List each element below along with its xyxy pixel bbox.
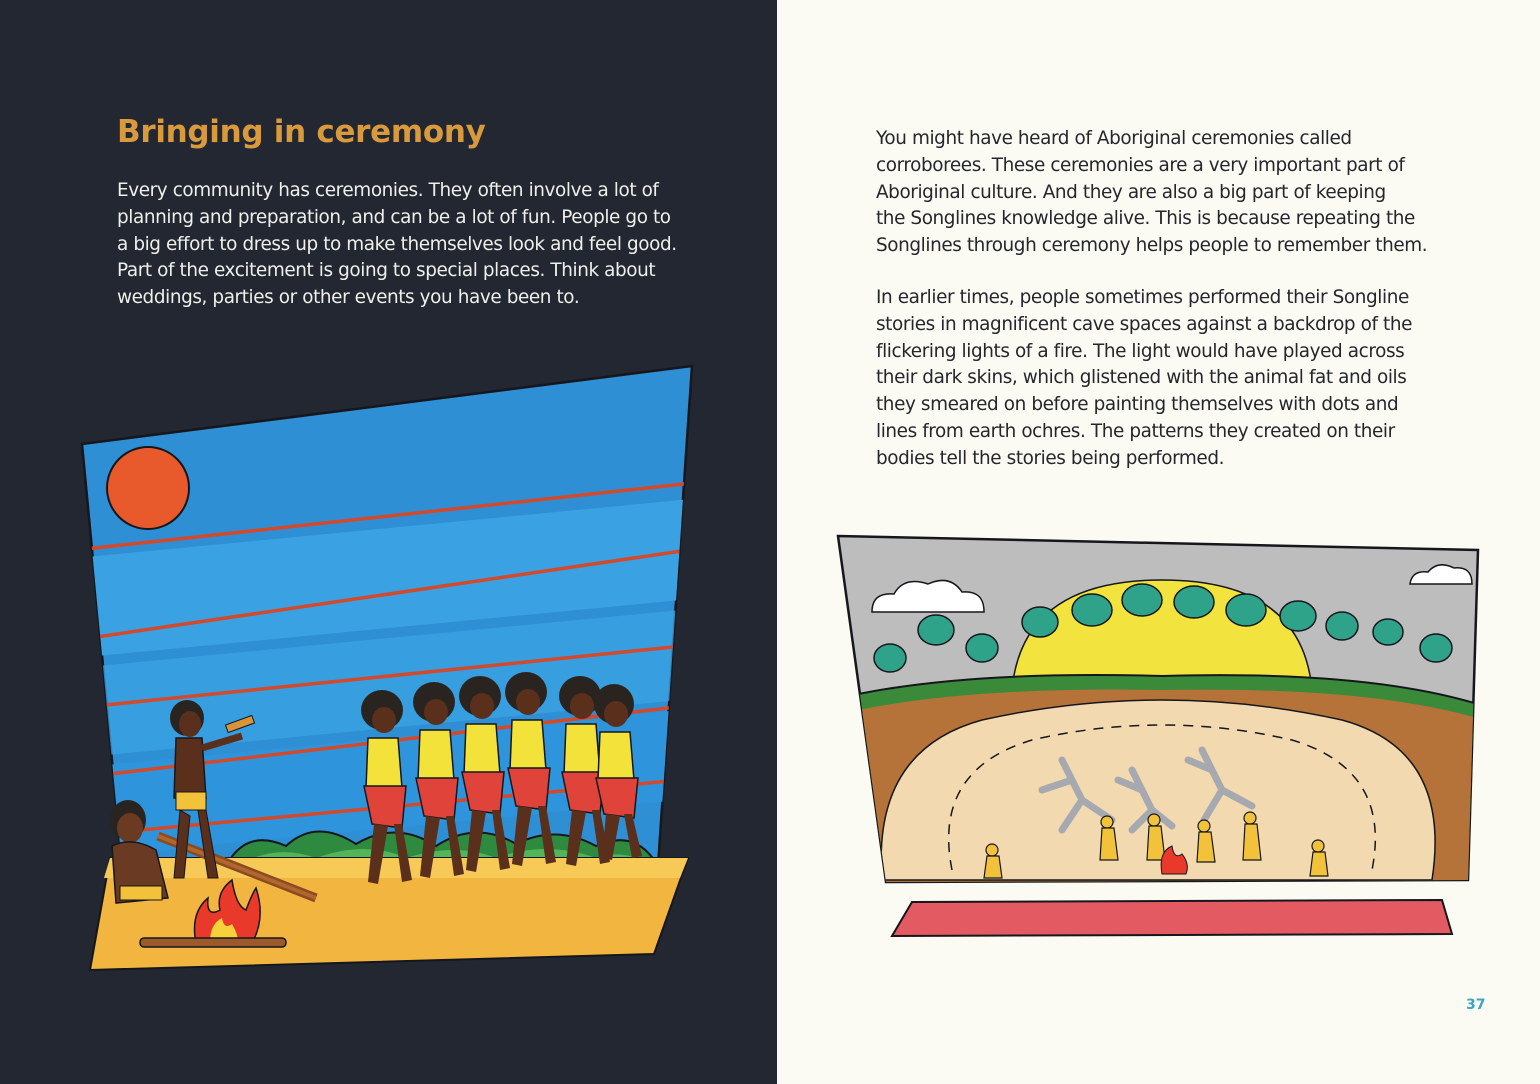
paragraph-line: the Songlines knowledge alive. This is because repeating the <box>876 208 1415 230</box>
right-paragraph-2 <box>876 285 1436 473</box>
cave-ceremony-illustration-icon <box>832 530 1484 940</box>
right-paragraph-1 <box>876 126 1436 260</box>
paragraph-line: You might have heard of Aboriginal ceremonies called <box>876 128 1352 149</box>
paragraph-line: Every community has ceremonies. They often involve a lot of <box>117 180 659 201</box>
left-paragraph <box>117 178 687 312</box>
paragraph-line: Aboriginal culture. And they are also a big part of keeping <box>876 181 1386 203</box>
paragraph-line: their dark skins, which glistened with the animal fat and oils <box>876 367 1407 389</box>
paragraph-line: corroborees. These ceremonies are a very important part of <box>876 154 1405 176</box>
paragraph-line: a big effort to dress up to make themselves look and feel good. <box>117 233 677 255</box>
page-number: 37 <box>1466 997 1486 1013</box>
paragraph-line: flickering lights of a fire. The light would have played across <box>876 340 1405 362</box>
page-title: Bringing in ceremony <box>117 114 486 150</box>
paragraph-line: stories in magnificent cave spaces against a backdrop of the <box>876 313 1413 335</box>
paragraph-line: Songlines through ceremony helps people to remember them. <box>876 235 1428 257</box>
paragraph-line: weddings, parties or other events you have been to. <box>117 287 580 309</box>
paragraph-line: they smeared on before painting themselves with dots and <box>876 394 1399 416</box>
paragraph-line: In earlier times, people sometimes performed their Songline <box>876 287 1409 308</box>
paragraph-line: Part of the excitement is going to special places. Think about <box>117 260 656 282</box>
paragraph-line: bodies tell the stories being performed. <box>876 447 1225 469</box>
ceremony-dance-illustration-icon <box>76 358 702 978</box>
paragraph-line: lines from earth ochres. The patterns they created on their <box>876 420 1395 442</box>
paragraph-line: planning and preparation, and can be a lot of fun. People go to <box>117 206 671 228</box>
